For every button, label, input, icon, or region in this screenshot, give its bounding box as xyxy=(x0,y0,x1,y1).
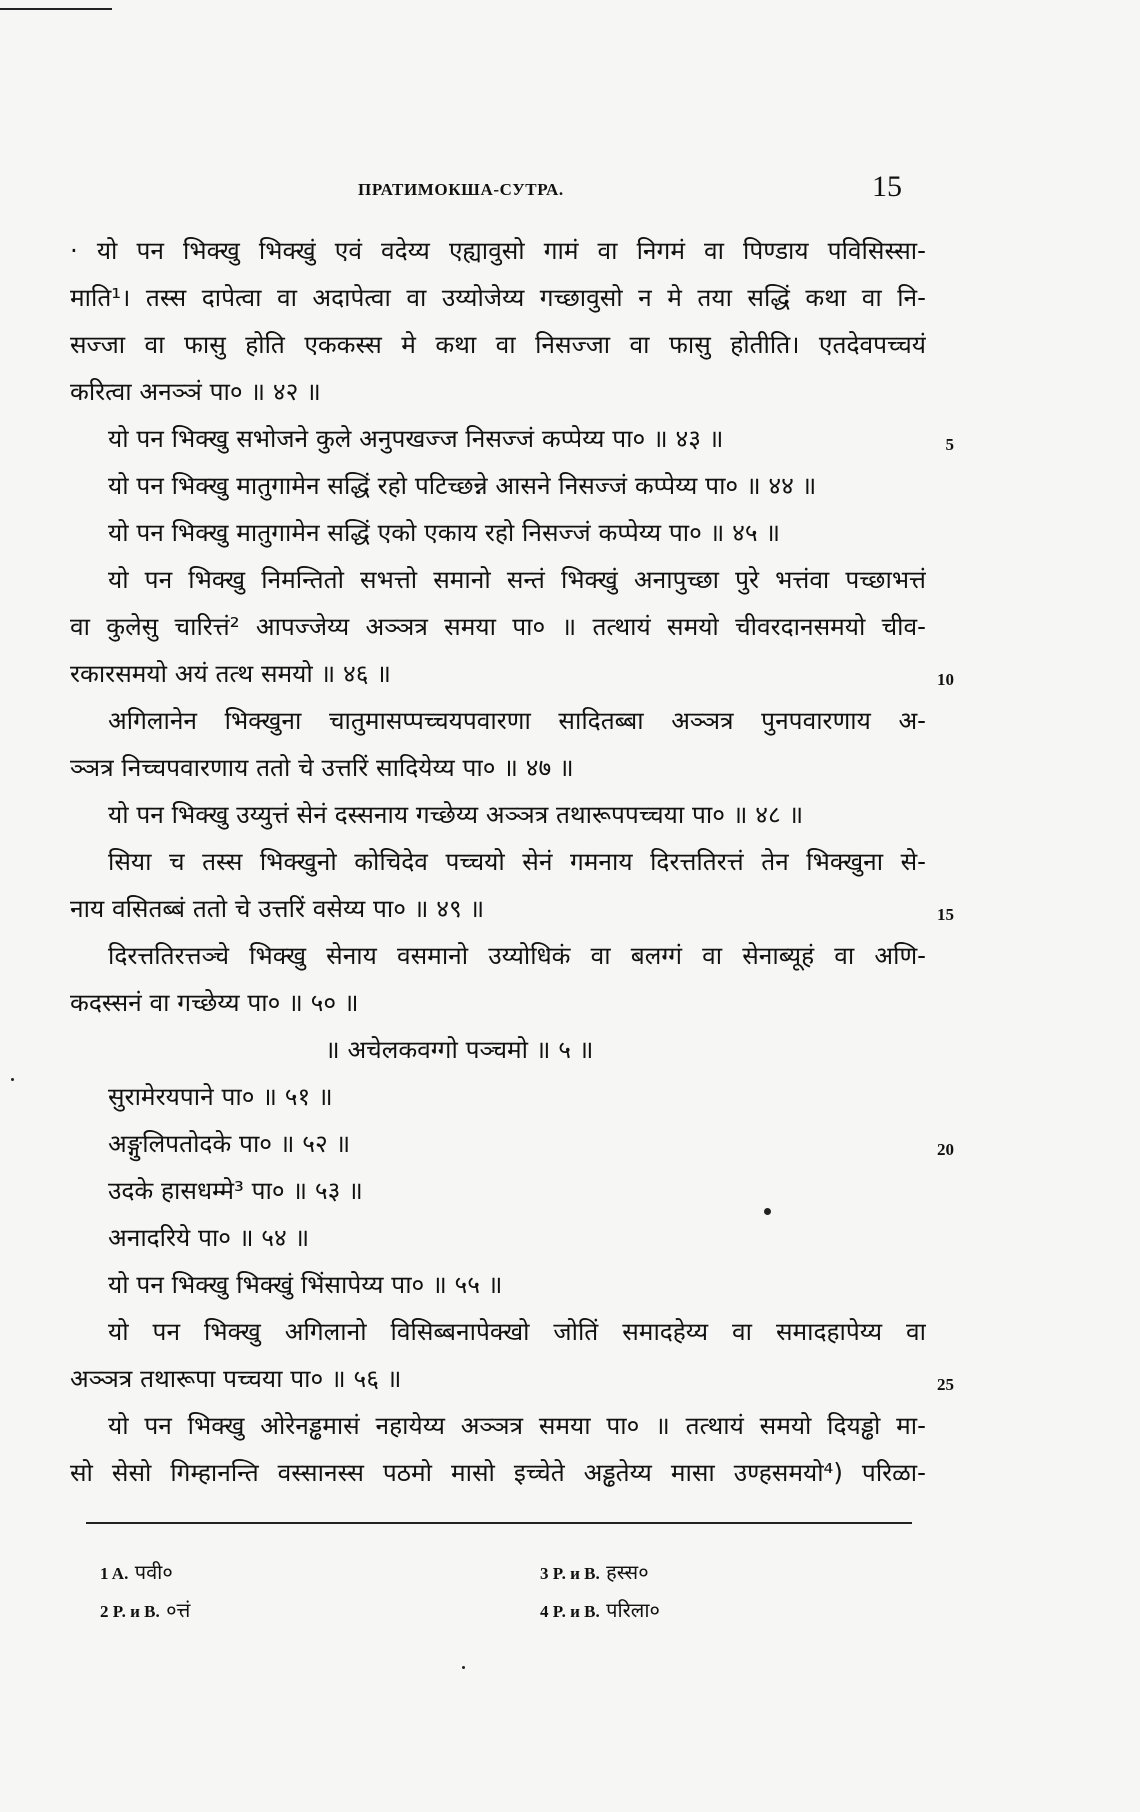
footnote xyxy=(540,1556,649,1588)
footnote-rule xyxy=(86,1522,912,1524)
text-line: यो पन भिक्खु ओरेनड्ढमासं नहायेय्य अञ्ञत्र समया पा० ॥ तत्थायं समयो दियड्ढो मा- xyxy=(108,1411,926,1440)
text-line: अङ्गुलिपतोदके पा० ॥ ५२ ॥ xyxy=(108,1129,351,1158)
text-line: माति¹। तस्स दापेत्वा वा अदापेत्वा वा उय्योजेय्य गच्छावुसो न मे तया सद्धिं कथा वा नि- xyxy=(70,283,926,312)
line-number: 5 xyxy=(945,435,954,454)
text-line: यो पन भिक्खु भिक्खुं भिंसापेय्य पा० ॥ ५५ ॥ xyxy=(108,1270,503,1299)
line-number: 15 xyxy=(937,905,954,924)
text-line: यो पन भिक्खु मातुगामेन सद्धिं एको एकाय रहो निसज्जं कप्पेय्य पा० ॥ ४५ ॥ xyxy=(108,518,781,547)
text-line: · यो पन भिक्खु भिक्खुं एवं वदेय्य एह्यावुसो गामं वा निगमं वा पिण्डाय पविसिस्सा- xyxy=(70,236,926,265)
text-line: सिया च तस्स भिक्खुनो कोचिदेव पच्चयो सेनं गमनाय दिरत्ततिरत्तं तेन भिक्खुना से- xyxy=(108,847,926,876)
footnote xyxy=(100,1556,173,1588)
text-line: सो सेसो गिम्हानन्ति वस्सानस्स पठमो मासो इच्चेते अड्ढतेय्य मासा उण्हसमयो⁴) परिळा- xyxy=(70,1458,926,1487)
footnote xyxy=(100,1594,190,1626)
text-line: यो पन भिक्खु मातुगामेन सद्धिं रहो पटिच्छन्ने आसने निसज्जं कप्पेय्य पा० ॥ ४४ ॥ xyxy=(108,471,817,500)
text-line: यो पन भिक्खु उय्युत्तं सेनं दस्सनाय गच्छेय्य अञ्ञत्र तथारूपपच्चया पा० ॥ ४८ ॥ xyxy=(108,800,804,829)
text-line: रकारसमयो अयं तत्थ समयो ॥ ४६ ॥ xyxy=(70,659,391,688)
text-line: ञ्ञत्र निच्चपवारणाय ततो चे उत्तरिं सादियेय्य पा० ॥ ४७ ॥ xyxy=(70,753,574,782)
text-line: दिरत्ततिरत्तञ्चे भिक्खु सेनाय वसमानो उय्योधिकं वा बलग्गं वा सेनाब्यूहं वा अणि- xyxy=(108,941,926,970)
footnote-text: परिला० xyxy=(606,1598,660,1622)
line-number: 20 xyxy=(937,1140,954,1159)
running-title: ПРАТИМОКША-СУТРА. xyxy=(358,180,564,199)
text-line: सज्जा वा फासु होति एककस्स मे कथा वा निसज्जा वा फासु होतीति। एतदेवपच्चयं xyxy=(70,330,926,359)
text-line: नाय वसितब्बं ततो चे उत्तरिं वसेय्य पा० ॥ ४९ ॥ xyxy=(70,894,485,923)
footnote-mark: 1 A. xyxy=(100,1564,129,1583)
text-line: उदके हासधम्मे³ पा० ॥ ५३ ॥ xyxy=(108,1176,363,1205)
line-number: 25 xyxy=(937,1375,954,1394)
text-line: यो पन भिक्खु अगिलानो विसिब्बनापेक्खो जोतिं समादहेय्य वा समादहापेय्य वा xyxy=(108,1317,926,1346)
text-line: अगिलानेन भिक्खुना चातुमासप्पच्चयपवारणा सादितब्बा अञ्ञत्र पुनपवारणाय अ- xyxy=(108,706,926,735)
text-line: कदस्सनं वा गच्छेय्य पा० ॥ ५० ॥ xyxy=(70,988,359,1017)
text-line: सुरामेरयपाने पा० ॥ ५१ ॥ xyxy=(108,1082,333,1111)
footnote-text: पवी० xyxy=(134,1560,173,1584)
footnote-mark: 3 P. и B. xyxy=(540,1564,600,1583)
text-line: अञ्ञत्र तथारूपा पच्चया पा० ॥ ५६ ॥ xyxy=(70,1364,402,1393)
footnote-text: ०त्तं xyxy=(166,1598,191,1622)
text-line: वा कुलेसु चारित्तं² आपज्जेय्य अञ्ञत्र समया पा० ॥ तत्थायं समयो चीवरदानसमयो चीव- xyxy=(70,612,926,641)
page-number: 15 xyxy=(872,170,902,203)
text-line: अनादरिये पा० ॥ ५४ ॥ xyxy=(108,1223,310,1252)
ink-speck xyxy=(764,1208,771,1215)
footnote-mark: 4 P. и B. xyxy=(540,1602,600,1621)
section-end: ॥ अचेलकवग्गो पञ्चमो ॥ ५ ॥ xyxy=(325,1035,594,1064)
text-line: यो पन भिक्खु सभोजने कुले अनुपखज्ज निसज्जं कप्पेय्य पा० ॥ ४३ ॥ xyxy=(108,424,724,453)
line-number: 10 xyxy=(937,670,954,689)
ink-speck xyxy=(11,1078,14,1081)
text-line: करित्वा अनञ्ञं पा० ॥ ४२ ॥ xyxy=(70,377,321,406)
text-line: यो पन भिक्खु निमन्तितो सभत्तो समानो सन्तं भिक्खुं अनापुच्छा पुरे भत्तंवा पच्छाभत्तं xyxy=(108,565,926,594)
footnote-mark: 2 P. и B. xyxy=(100,1602,160,1621)
footnote xyxy=(540,1594,660,1626)
ink-speck xyxy=(462,1666,465,1669)
footnote-text: हस्स० xyxy=(606,1560,649,1584)
